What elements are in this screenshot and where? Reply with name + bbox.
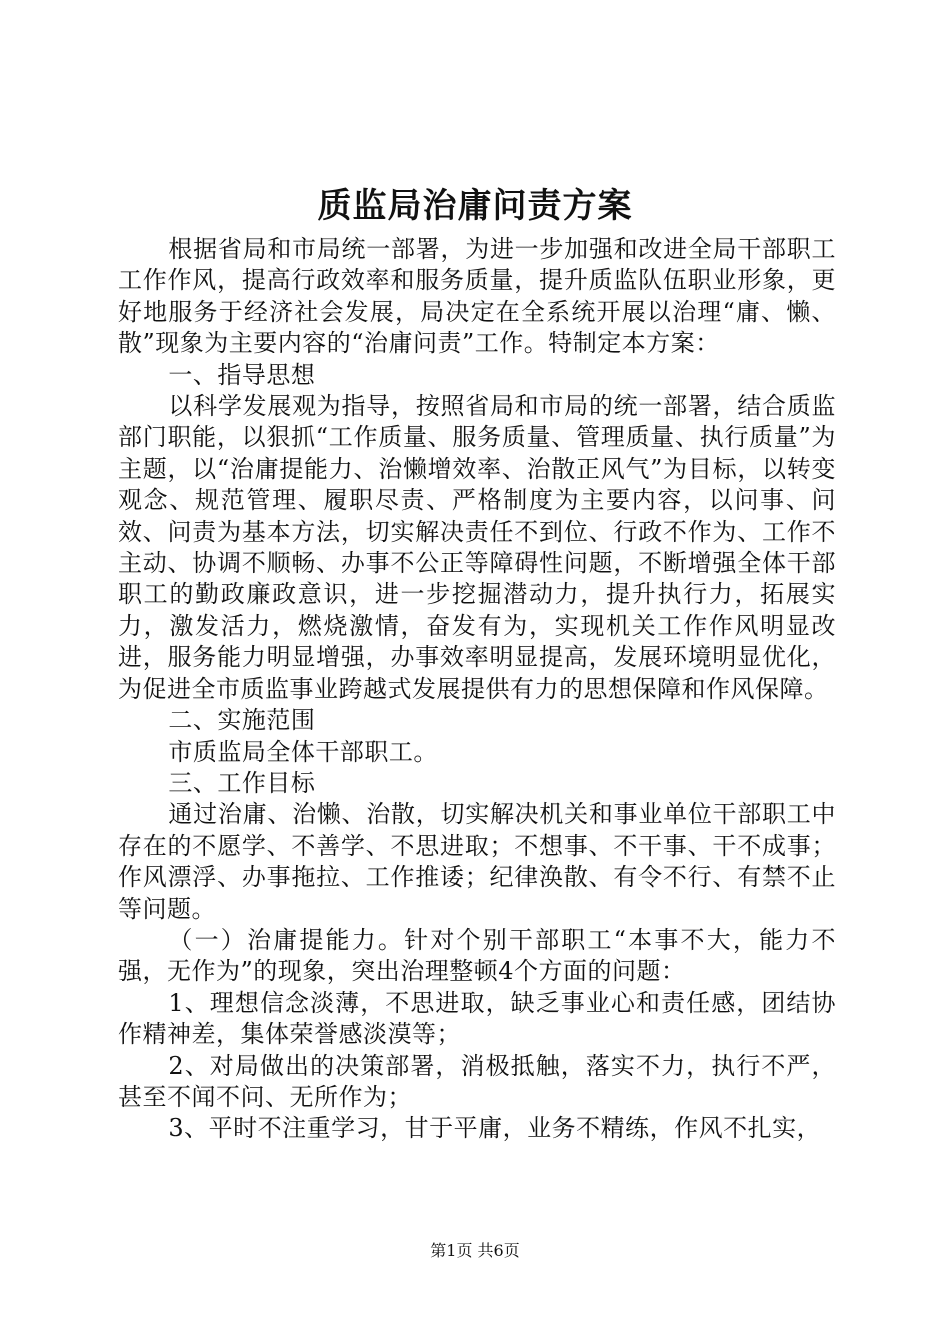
- paragraph-scope: 市质监局全体干部职工。: [168, 737, 438, 766]
- subsection-heading-mediocrity: （一）治庸提能力。针对个别干部职工“本事不大，能力不强，无作为”的现象，突出治理整顿4个方面的问题：: [118, 925, 836, 986]
- page-number-footer: 第1页 共6页: [430, 1241, 520, 1260]
- document-title: 质监局治庸问责方案: [317, 186, 633, 226]
- section-heading-scope: 二、实施范围: [168, 706, 316, 735]
- section-heading-goals: 三、工作目标: [168, 768, 316, 797]
- list-item-3: 3、平时不注重学习，甘于平庸，业务不精练，作风不扎实，: [168, 1114, 822, 1143]
- document-body: [118, 234, 836, 1145]
- list-item-1: 1、理想信念淡薄，不思进取，缺乏事业心和责任感，团结协作精神差，集体荣誉感淡漠等；: [118, 988, 836, 1049]
- paragraph-guiding-ideology: 以科学发展观为指导，按照省局和市局的统一部署，结合质监部门职能，以狠抓“工作质量、服务质量、管理质量、执行质量”为主题，以“治庸提能力、治懒增效率、治散正风气”为目标，以转变观念、规范管理、履职尽责、严格制度为主要内容，以问事、问效、问责为基本方法，切实解决责任不到位、行政不作为、工作不主动、协调不顺畅、办事不公正等障碍性问题，不断增强全体干部职工的勤政廉政意识，进一步挖掘潜动力，提升执行力，拓展实力，激发活力，燃烧激情，奋发有为，实现机关工作作风明显改进，服务能力明显增强，办事效率明显提高，发展环境明显优化，为促进全市质监事业跨越式发展提供有力的思想保障和作风保障。: [118, 392, 836, 703]
- paragraph-goals: 通过治庸、治懒、治散，切实解决机关和事业单位干部职工中存在的不愿学、不善学、不思进取；不想事、不干事、干不成事；作风漂浮、办事拖拉、工作推诿；纪律涣散、有令不行、有禁不止等问题。: [118, 800, 836, 923]
- list-item-2: 2、对局做出的决策部署，消极抵触，落实不力，执行不严，甚至不闻不问、无所作为；: [118, 1051, 836, 1111]
- section-heading-guiding-ideology: 一、指导思想: [168, 360, 316, 389]
- paragraph-intro: 根据省局和市局统一部署，为进一步加强和改进全局干部职工工作作风，提高行政效率和服务质量，提升质监队伍职业形象，更好地服务于经济社会发展，局决定在全系统开展以治理“庸、懒、散”现象为主要内容的“治庸问责”工作。特制定本方案：: [118, 235, 836, 358]
